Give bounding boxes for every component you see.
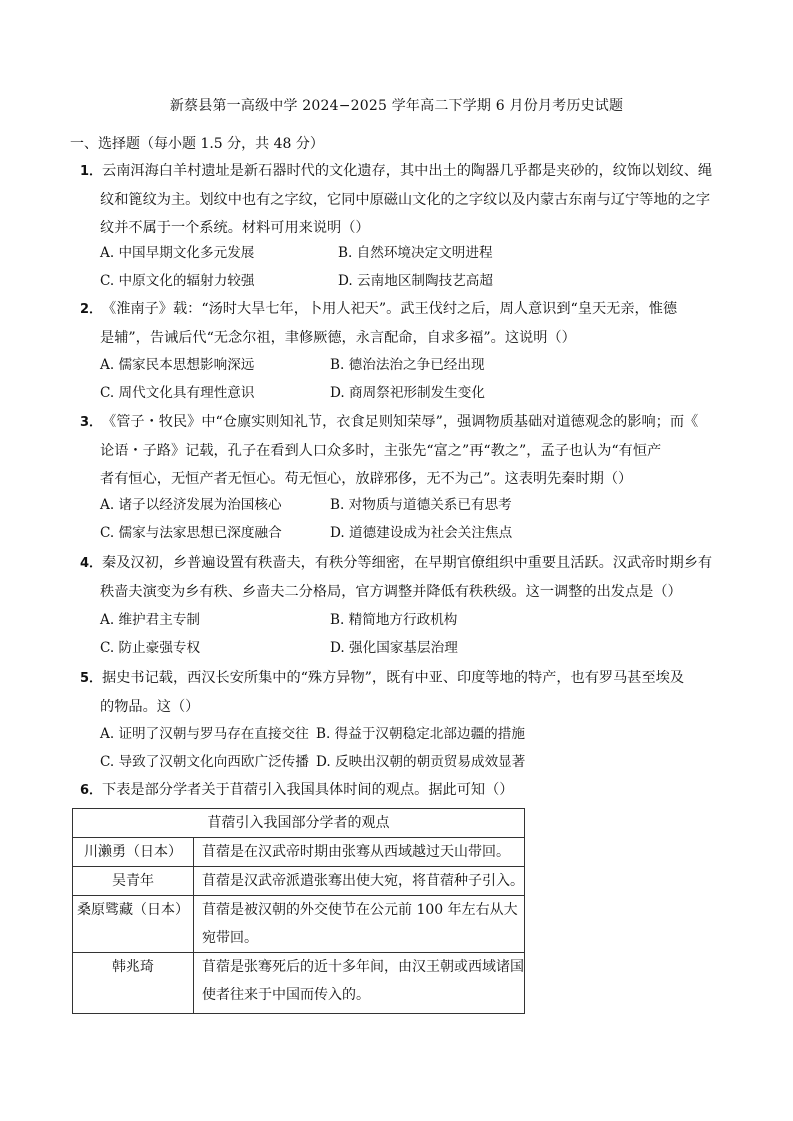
- option-a[interactable]: A. 证明了汉朝与罗马存在直接交往: [100, 726, 309, 742]
- option-a[interactable]: A. 诸子以经济发展为治国核心: [100, 497, 282, 513]
- question-6: [80, 776, 720, 805]
- question-1: [80, 157, 720, 242]
- scholar-cell: 韩兆琦: [73, 953, 194, 1014]
- page-title: 新蔡县第一高级中学 2024−2025 学年高二下学期 6 月份月考历史试题: [169, 98, 624, 114]
- question-text: 秩啬夫演变为乡有秩、乡啬夫二分格局，官方调整并降低有秩秩级。这一调整的出发点是（）: [100, 584, 682, 600]
- question-4: [80, 549, 720, 606]
- option-d[interactable]: D. 反映出汉朝的朝贡贸易成效显著: [316, 754, 526, 770]
- question-text: 云南洱海白羊村遗址是新石器时代的文化遗存，其中出土的陶器几乎都是夹砂的，纹饰以划纹、绳: [102, 163, 713, 179]
- question-text: 据史书记载，西汉长安所集中的“殊方异物”，既有中亚、印度等地的特产，也有罗马甚至埃及: [102, 670, 685, 686]
- question-number: 6．: [80, 783, 103, 798]
- question-number: 2．: [80, 302, 103, 317]
- view-cell: 苜蓿是在汉武帝时期由张骞从西域越过天山带回。: [194, 838, 525, 867]
- options-3: [100, 491, 512, 547]
- question-text: 纹和篦纹为主。划纹中也有之字纹，它同中原磁山文化的之字纹以及内蒙古东南与辽宁等地的之字: [100, 192, 711, 208]
- options-4: [100, 606, 458, 662]
- question-2: [80, 295, 720, 352]
- table-row: [73, 896, 525, 953]
- question-number: 3．: [80, 415, 103, 430]
- question-text: 秦及汉初，乡普遍设置有秩啬夫，有秩分等细密，在早期官僚组织中重要且活跃。汉武帝时期乡有: [102, 555, 713, 571]
- options-5: [100, 720, 525, 776]
- view-cell: 苜蓿是被汉朝的外交使节在公元前 100 年左右从大宛带回。: [194, 896, 525, 953]
- option-c[interactable]: C. 儒家与法家思想已深度融合: [100, 525, 282, 541]
- option-c[interactable]: C. 中原文化的辐射力较强: [100, 273, 255, 289]
- table-row: [73, 953, 525, 1014]
- option-a[interactable]: A. 中国早期文化多元发展: [100, 245, 255, 261]
- view-cell: 苜蓿是汉武帝派遣张骞出使大宛，将苜蓿种子引入。: [194, 867, 525, 896]
- scholar-cell: 川濑勇（日本）: [73, 838, 194, 867]
- option-b[interactable]: B. 对物质与道德关系已有思考: [330, 497, 512, 513]
- option-d[interactable]: D. 云南地区制陶技艺高超: [338, 273, 493, 289]
- options-2: [100, 351, 485, 407]
- option-d[interactable]: D. 道德建设成为社会关注焦点: [330, 525, 513, 541]
- question-3: [80, 408, 720, 493]
- question-text: 纹并不属于一个系统。材料可用来说明（）: [100, 220, 370, 236]
- option-a[interactable]: A. 儒家民本思想影响深远: [100, 357, 255, 373]
- option-b[interactable]: B. 自然环境决定文明进程: [338, 245, 493, 261]
- question-number: 1．: [80, 164, 103, 179]
- section-heading: 一、选择题（每小题 1.5 分，共 48 分）: [70, 136, 324, 152]
- option-a[interactable]: A. 维护君主专制: [100, 612, 201, 628]
- scholar-cell: 桑原骘藏（日本）: [73, 896, 194, 953]
- question-number: 4．: [80, 556, 103, 571]
- question-text: 的物品。这（）: [100, 699, 200, 715]
- table-row: [73, 838, 525, 867]
- option-c[interactable]: C. 防止豪强专权: [100, 640, 201, 656]
- question-text: 者有恒心，无恒产者无恒心。苟无恒心，放辟邪侈，无不为己”。这表明先秦时期（）: [100, 471, 633, 487]
- table-caption: 苜蓿引入我国部分学者的观点: [73, 809, 525, 838]
- question-number: 5．: [80, 671, 103, 686]
- option-b[interactable]: B. 德治法治之争已经出现: [330, 357, 485, 373]
- options-1: [100, 239, 493, 295]
- question-text: 《淮南子》载：“汤时大旱七年，卜用人祀天”。武王伐纣之后，周人意识到“皇天无亲，惟德: [102, 301, 678, 317]
- option-d[interactable]: D. 强化国家基层治理: [330, 640, 458, 656]
- question-text: 是辅”，告诫后代“无念尔祖，聿修厥德，永言配命，自求多福”。这说明（）: [100, 330, 576, 346]
- option-b[interactable]: B. 得益于汉朝稳定北部边疆的措施: [316, 726, 525, 742]
- view-cell: 苜蓿是张骞死后的近十多年间，由汉王朝或西域诸国使者往来于中国而传入的。: [194, 953, 525, 1014]
- question-text: 《管子・牧民》中“仓廪实则知礼节，衣食足则知荣辱”，强调物质基础对道德观念的影响；而《: [102, 414, 699, 430]
- question-text: 下表是部分学者关于苜蓿引入我国具体时间的观点。据此可知（）: [102, 782, 514, 798]
- question-5: [80, 664, 720, 721]
- option-b[interactable]: B. 精简地方行政机构: [330, 612, 458, 628]
- option-c[interactable]: C. 导致了汉朝文化向西欧广泛传播: [100, 754, 309, 770]
- question-text: 论语・子路》记载，孔子在看到人口众多时，主张先“富之”再“教之”，孟子也认为“有恒产: [100, 443, 662, 459]
- option-c[interactable]: C. 周代文化具有理性意识: [100, 385, 255, 401]
- scholar-views-table: [72, 808, 525, 1014]
- scholar-cell: 吴青年: [73, 867, 194, 896]
- table-row: [73, 867, 525, 896]
- option-d[interactable]: D. 商周祭祀形制发生变化: [330, 385, 485, 401]
